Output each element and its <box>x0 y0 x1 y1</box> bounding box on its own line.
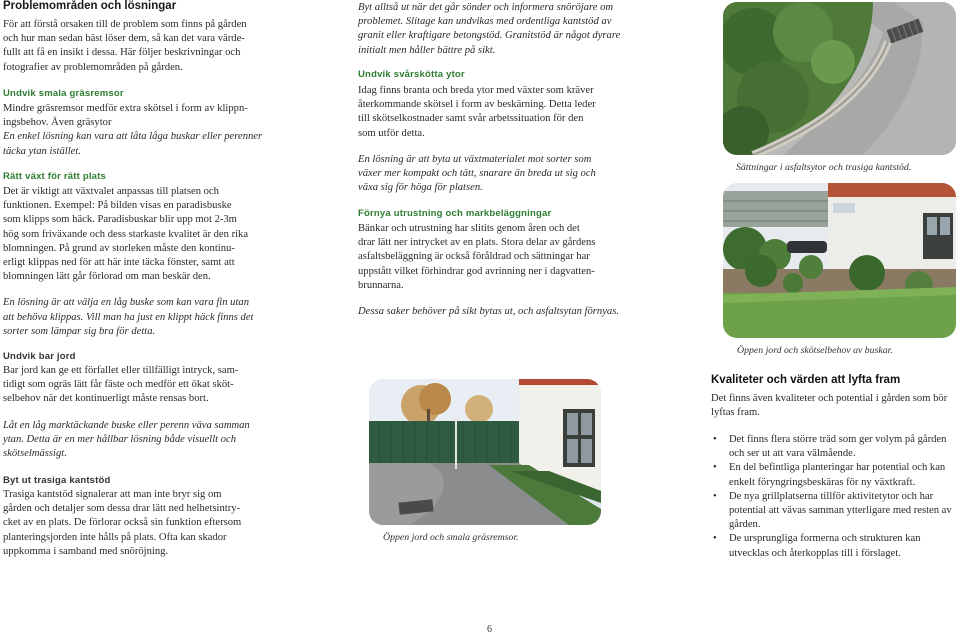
italic-line: täcka ytan istället. <box>3 145 81 157</box>
italic-line: En lösning är att byta ut växtmaterialet mot sorter som <box>358 153 592 165</box>
text-line: blomningen lätt går förlorad om man beskär den. <box>3 271 211 283</box>
text-line: uppkomma i samband med snöröjning. <box>3 545 169 557</box>
section-heading-renew: Förnya utrustning och markbeläggningar <box>358 208 552 219</box>
text-line: drar lätt ner intrycket av en plats. Stora delar av gårdens <box>358 237 596 249</box>
text-line: fullt att få en insikt i dessa. Här följer beskrivningar och <box>3 47 241 59</box>
photo-asphalt-curbs <box>723 2 956 155</box>
section-renew <box>358 222 628 319</box>
italic-line: problemet. Slitage kan undvikas med ordentliga kantstöd av <box>358 16 612 28</box>
text-line: som klipps som häck. Paradisbuskar blir upp mot 2-3m <box>3 214 237 226</box>
qualities-list <box>711 433 960 561</box>
photo-caption-open-soil: Öppen jord och smala gräsremsor. <box>383 532 519 543</box>
italic-line: sorter som lämpar sig bra för detta. <box>3 325 156 337</box>
list-item <box>711 532 960 560</box>
italic-line: att behöva klippas. Vill man ha just en klippt häck finns det <box>3 311 254 323</box>
bullet-line: potential att vävas samman ytterligare med resten av <box>729 505 952 517</box>
text-line: som utför detta. <box>358 127 425 139</box>
bullet-dot-icon: • <box>713 462 717 474</box>
photo-asphalt-curbs-image <box>723 2 956 155</box>
intro-paragraph <box>3 18 265 75</box>
text-line: cket av en plats. De förlorar också sin funktion eftersom <box>3 517 242 529</box>
text-line: Idag finns branta och breda ytor med växter som kräver <box>358 85 594 96</box>
text-line: Trasiga kantstöd signalerar att man inte bryr sig om <box>3 489 222 500</box>
italic-line: initialt men håller bättre på sikt. <box>358 44 496 56</box>
bullet-line: De nya grillplatserna tillför aktivitetytor och har <box>729 490 934 502</box>
italic-line: växa sig för höga för platsen. <box>358 182 483 194</box>
text-line: uppstått vilket förhindrar god avrinning ner i dagvatten- <box>358 265 595 277</box>
italic-line: En lösning är att välja en låg buske som kan vara fin utan <box>3 297 249 309</box>
text-line: återkommande skötsel i form av beskärning. Detta leder <box>358 99 596 111</box>
italic-line: granit eller kraftigare betongstöd. Granitstöd är något dyrare <box>358 30 621 42</box>
curb-advice <box>358 1 628 58</box>
bullet-dot-icon: • <box>713 434 717 445</box>
photo-open-soil-shrubs-image <box>723 183 956 338</box>
text-line: Bar jord kan ge ett förfallet eller tillfälligt intryck, sam- <box>3 365 239 376</box>
text-line: Bänkar och utrustning har slitits genom åren och det <box>358 223 580 234</box>
photo-caption-asphalt-curbs: Sättningar i asfaltsytor och trasiga kantstöd. <box>736 162 912 173</box>
text-line: gården och detaljer som dessa drar lätt ned helhetsintry- <box>3 503 241 515</box>
page-number: 6 <box>487 624 492 635</box>
bullet-line: En del befintliga planteringar har potential och kan <box>729 462 946 474</box>
text-line: fotografier av problemområden på gården. <box>3 61 183 73</box>
list-item <box>711 490 960 533</box>
italic-line: En enkel lösning kan vara att låta låga buskar eller perenner <box>3 131 263 143</box>
bullet-line: Det finns flera större träd som ger volym på gården <box>729 434 947 445</box>
bullet-dot-icon: • <box>713 533 717 545</box>
text-line: blomningen. På grund av storleken måste den kontinu- <box>3 242 235 254</box>
photo-open-soil-shrubs <box>723 183 956 338</box>
section-heading-qualities: Kvaliteter och värden att lyfta fram <box>711 374 901 386</box>
italic-line: Låt en låg marktäckande buske eller perenn väva samman <box>3 419 250 431</box>
text-line: funktionen. Exempel: På bilden visas en paradisbuske <box>3 200 232 212</box>
photo-open-soil-narrow-grass <box>369 379 601 525</box>
list-item <box>711 461 960 489</box>
text-line: tidigt som ogräs lätt får fäste och medför ett ökat sköt- <box>3 379 234 391</box>
section-hard-areas <box>358 84 628 195</box>
section-bare-soil <box>3 364 265 461</box>
text-line: Mindre gräsremsor medför extra skötsel i form av klippn- <box>3 103 248 114</box>
italic-line: skötselmässigt. <box>3 448 67 460</box>
page-title: Problemområden och lösningar <box>3 0 177 12</box>
text-line: lyftas fram. <box>711 407 760 419</box>
text-line: asfaltsbeläggning är också föråldrad och sättningar har <box>358 251 590 263</box>
text-line: hög som friväxande och dess starkaste kvalitet är den rika <box>3 228 249 240</box>
bullet-line: och ser ut att vara välmående. <box>729 448 856 460</box>
text-line: selbehov när det kontinuerligt måste rensas bort. <box>3 393 209 405</box>
section-curbs <box>3 488 265 559</box>
section-right-plant <box>3 185 265 339</box>
text-line: Det är viktigt att växtvalet anpassas till platsen och <box>3 186 219 197</box>
text-line: brunnarna. <box>358 279 404 291</box>
section-heading-narrow-grass: Undvik smala gräsremsor <box>3 88 124 99</box>
section-heading-hard-areas: Undvik svårskötta ytor <box>358 69 465 80</box>
italic-line: Byt alltså ut när det går sönder och informera snöröjare om <box>358 2 614 13</box>
text-line: ingsbehov. Även gräsytor <box>3 117 112 129</box>
qualities-intro <box>711 392 960 420</box>
list-item <box>711 433 960 461</box>
text-line: till skötselkostnader samt svår arbetssituation för den <box>358 113 584 125</box>
bullet-line: utvecklas och återkopplas till i förslaget. <box>729 547 901 559</box>
photo-caption-open-soil-shrubs: Öppen jord och skötselbehov av buskar. <box>737 345 893 356</box>
section-narrow-grass <box>3 102 265 159</box>
bullet-line: gården. <box>729 519 761 531</box>
text-line: planteringsjorden inte hålls på plats. Ofta kan skador <box>3 531 227 543</box>
section-heading-curbs: Byt ut trasiga kantstöd <box>3 475 111 486</box>
text-line: För att förstå orsaken till de problem som finns på gården <box>3 19 247 30</box>
section-heading-right-plant: Rätt växt för rätt plats <box>3 171 106 182</box>
text-line: och hur man sedan bäst löser dem, så kan det vara värde- <box>3 33 245 45</box>
bullet-line: enkelt föryngringsbeskäras för ny växtkraft. <box>729 476 916 488</box>
text-line: erligt klippas ned för att här inte täcka fönster, samt att <box>3 257 235 269</box>
italic-line: ytan. Detta är en mer hållbar lösning både visuellt och <box>3 433 237 445</box>
italic-line: Dessa saker behöver på sikt bytas ut, och asfaltsytan förnyas. <box>358 306 619 318</box>
bullet-dot-icon: • <box>713 490 717 502</box>
photo-open-soil-narrow-grass-image <box>369 379 601 525</box>
section-heading-bare-soil: Undvik bar jord <box>3 351 76 362</box>
text-line: Det finns även kvaliteter och potential i gården som bör <box>711 393 948 404</box>
italic-line: växer mer kompakt och tätt, snarare än breda ut sig och <box>358 168 596 180</box>
bullet-line: De ursprungliga formerna och strukturen kan <box>729 533 921 545</box>
